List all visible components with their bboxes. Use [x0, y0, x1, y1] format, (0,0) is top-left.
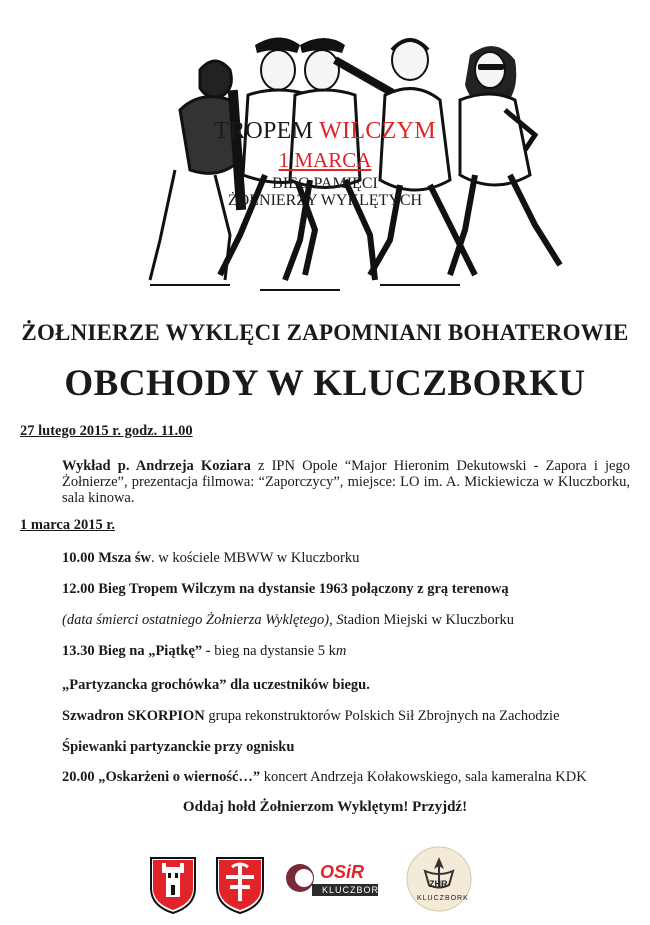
osir-logo: [282, 860, 387, 900]
event2-item6-bold: Szwadron SKORPION: [62, 708, 205, 724]
event1-lecture-rest: z IPN Opole “Major Hieronim Dekutowski - Zapora i jego Żołnierze”, prezentacja filmowa: “Zaporczycy”, miejsce: LO im. A. Mickiewicza w Kluczborku, sala kinowa.: [62, 458, 630, 506]
event2-item1-rest: . w kościele MBWW w Kluczborku: [151, 550, 360, 566]
hero-subtitle: [0, 175, 650, 209]
osir-logo-city: KLUCZBORK: [322, 885, 387, 895]
zhr-logo: [405, 845, 473, 913]
hero-subtitle-line2: ŻOŁNIERZY WYKLĘTYCH: [227, 192, 423, 209]
hero-date: 1 MARCA: [278, 148, 372, 172]
event2-item8-bold: 20.00 „Oskarżeni o wierność…”: [62, 769, 261, 785]
event1-date: 27 lutego 2015 r. godz. 11.00: [20, 423, 193, 439]
zhr-logo-name: ZHR: [429, 879, 448, 889]
zhr-logo-city: KLUCZBORK: [417, 895, 469, 902]
event2-item4: [62, 643, 346, 660]
event2-item4-bold: 13.30 Bieg na „Piątkę” -: [62, 643, 211, 659]
kluczbork-coat-of-arms-icon: [148, 855, 198, 915]
hero-title-part2: WILCZYM: [319, 118, 436, 144]
hero-title: [0, 118, 650, 145]
event2-item6-rest: grupa rekonstruktorów Polskich Sił Zbrojnych na Zachodzie: [204, 708, 560, 724]
hero-title-part1: TROPEM: [214, 118, 314, 144]
powiat-coat-of-arms-icon: [214, 855, 266, 915]
event2-item5: [62, 677, 370, 694]
page-title: OBCHODY W KLUCZBORKU: [64, 363, 586, 404]
event2-item7-text: Śpiewanki partyzanckie przy ognisku: [62, 739, 295, 755]
hero-illustration: [0, 0, 650, 300]
event2-item2: [62, 581, 509, 598]
event2-item4-unit: m: [335, 643, 347, 659]
page-subheading: ŻOŁNIERZE WYKLĘCI ZAPOMNIANI BOHATEROWIE: [21, 320, 629, 345]
event2-item7: [62, 739, 294, 756]
event1-lecture-bold: Wykład p. Andrzeja Koziara: [62, 458, 251, 474]
event2-item5-text: „Partyzancka grochówka” dla uczestników biegu.: [62, 677, 370, 693]
event2-item1: [62, 550, 359, 567]
event2-date: 1 marca 2015 r.: [20, 517, 116, 533]
hero-subtitle-line1: BIEG PAMIĘCI: [272, 175, 378, 192]
event2-item8: [62, 769, 587, 786]
event2-item6: [62, 708, 560, 725]
event2-item3: [62, 612, 514, 629]
event2-item8-rest: koncert Andrzeja Kołakowskiego, sala kameralna KDK: [260, 769, 587, 785]
event2-item3-italic: (data śmierci ostatniego Żołnierza Wyklętego), S: [62, 612, 344, 628]
closing-call-to-action: Oddaj hołd Żołnierzom Wyklętym! Przyjdź!: [182, 799, 468, 815]
event2-item1-bold: 10.00 Msza św: [62, 550, 152, 566]
event1-description: [62, 458, 630, 506]
event2-item4-rest: bieg na dystansie 5 k: [210, 643, 336, 659]
event2-item3-rest: tadion Miejski w Kluczborku: [343, 612, 514, 628]
event2-item2-text: 12.00 Bieg Tropem Wilczym na dystansie 1963 połączony z grą terenową: [62, 581, 509, 597]
osir-logo-name: OSiR: [320, 862, 365, 882]
